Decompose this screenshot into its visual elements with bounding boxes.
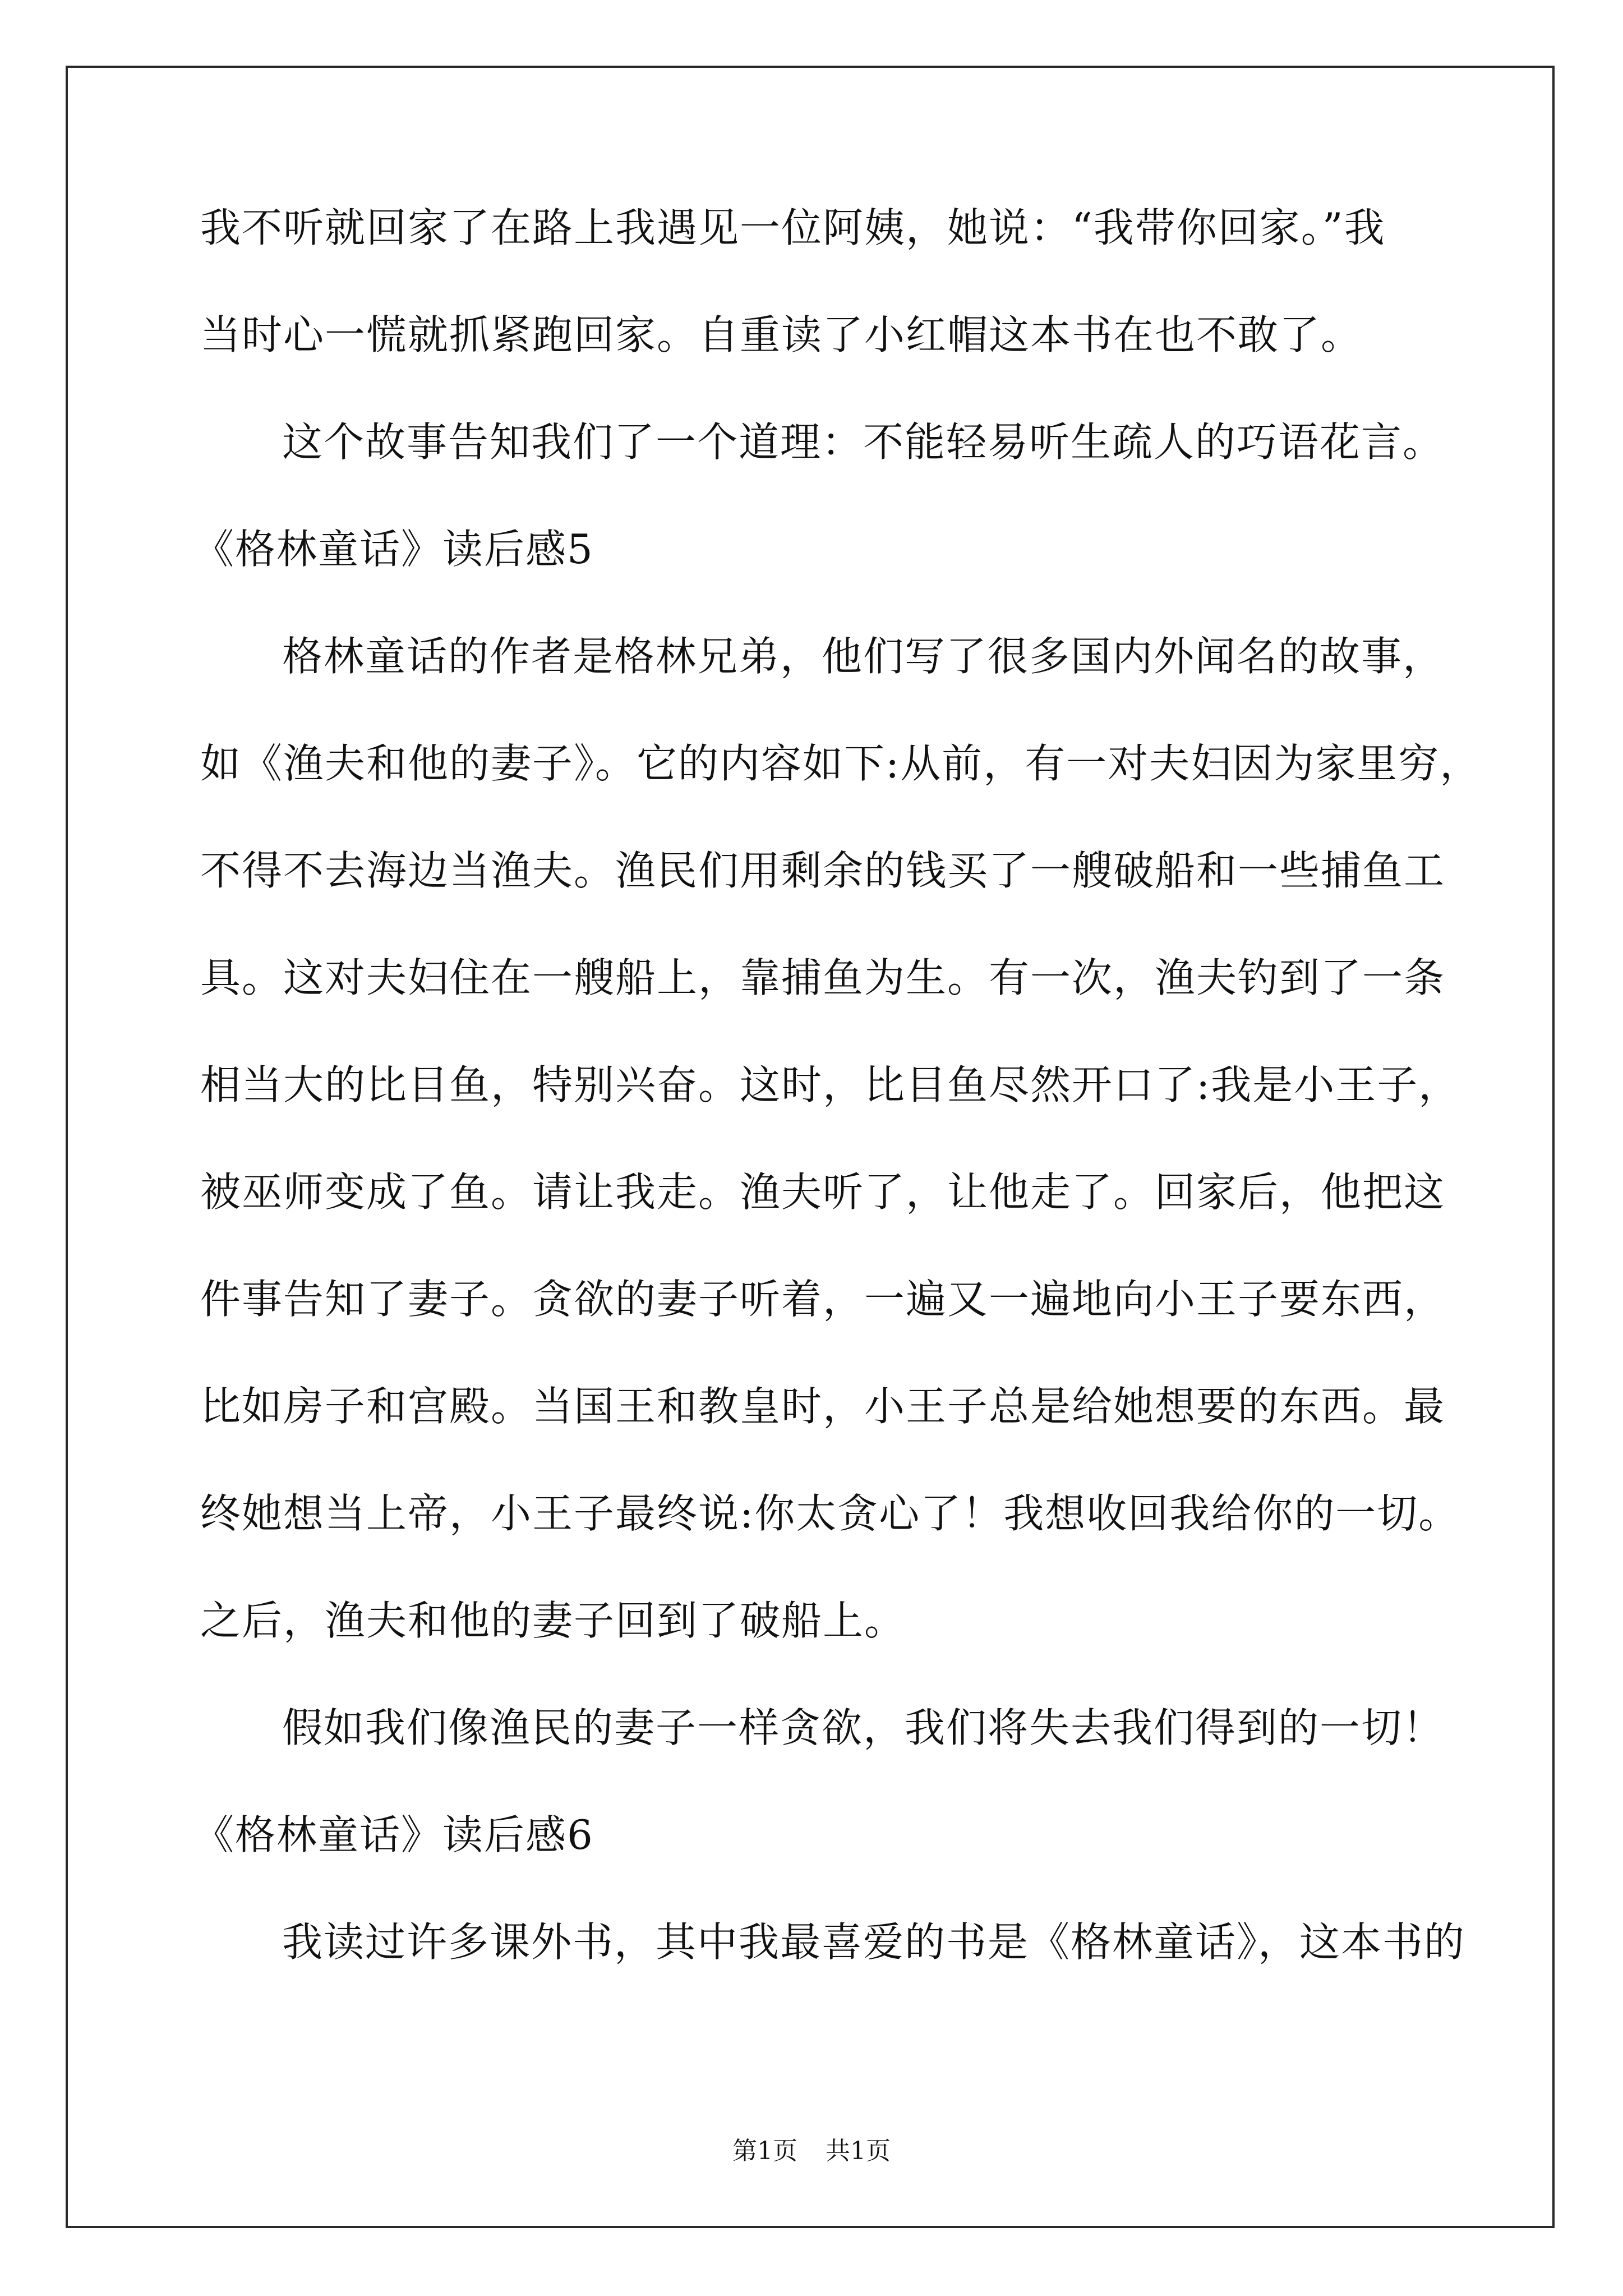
- section-heading: 《格林童话》读后感5: [193, 526, 594, 573]
- paragraph-line: 我读过许多课外书，其中我最喜爱的书是《格林童话》，这本书的: [282, 1918, 1466, 1966]
- text-line: 终她想当上帝，小王子最终说:你太贪心了！我想收回我给你的一切。: [200, 1490, 1460, 1537]
- text-line: 相当大的比目鱼，特别兴奋。这时，比目鱼尽然开口了:我是小王子，: [200, 1061, 1460, 1108]
- paragraph-line: 这个故事告知我们了一个道理：不能轻易听生疏人的巧语花言。: [282, 418, 1445, 466]
- text-line: 比如房子和宫殿。当国王和教皇时，小王子总是给她想要的东西。最: [200, 1383, 1446, 1430]
- text-line: 当时心一慌就抓紧跑回家。自重读了小红帽这本书在也不敢了。: [200, 311, 1363, 358]
- text-line: 具。这对夫妇住在一艘船上，靠捕鱼为生。有一次，渔夫钓到了一条: [200, 954, 1446, 1001]
- text-line: 之后，渔夫和他的妻子回到了破船上。: [200, 1597, 906, 1644]
- section-heading: 《格林童话》读后感6: [193, 1811, 594, 1858]
- text-line: 不得不去海边当渔夫。渔民们用剩余的钱买了一艘破船和一些捕鱼工: [200, 847, 1446, 894]
- text-line: 我不听就回家了在路上我遇见一位阿姨，她说：“我带你回家。”我: [200, 204, 1386, 251]
- text-line: 件事告知了妻子。贪欲的妻子听着，一遍又一遍地向小王子要东西，: [200, 1276, 1446, 1323]
- page-number-total: 共1页: [826, 2137, 891, 2165]
- page-footer: [0, 2139, 1623, 2164]
- text-line: 如《渔夫和他的妻子》。它的内容如下:从前，有一对夫妇因为家里穷，: [200, 740, 1482, 787]
- document-body: [193, 204, 1482, 2029]
- page-number-current: 第1页: [732, 2137, 797, 2165]
- text-line: 被巫师变成了鱼。请让我走。渔夫听了，让他走了。回家后，他把这: [200, 1168, 1446, 1216]
- paragraph-line: 假如我们像渔民的妻子一样贪欲，我们将失去我们得到的一切！: [282, 1704, 1445, 1751]
- paragraph-line: 格林童话的作者是格林兄弟，他们写了很多国内外闻名的故事，: [282, 633, 1445, 680]
